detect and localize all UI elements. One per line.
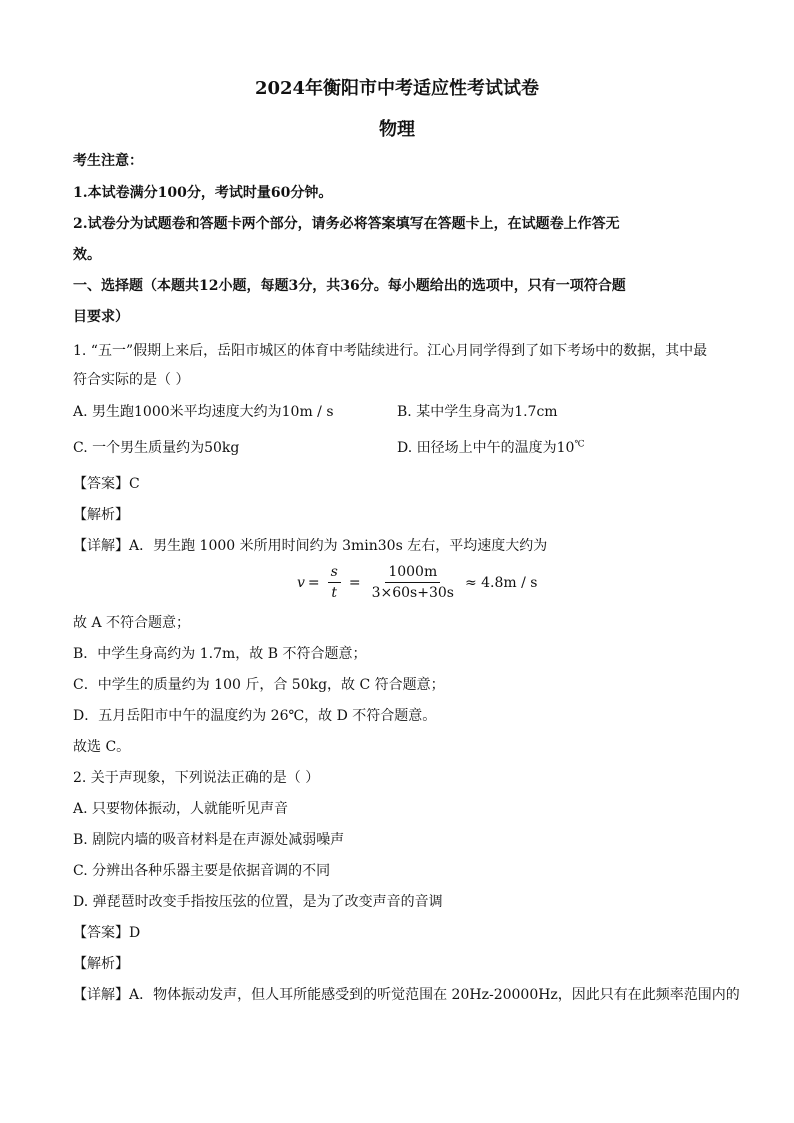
formula-frac1-denominator: t (331, 585, 338, 601)
q1-line-d: D．五月岳阳市中午的温度约为 26℃，故 D 不符合题意。 (73, 708, 437, 724)
q1-option-d (397, 437, 585, 457)
q2-answer: 【答案】D (73, 925, 141, 941)
q2-detail-text: A．物体振动发声，但人耳所能感受到的听觉范围在 20Hz-20000Hz，因此只有在此频率范围内的 (129, 987, 740, 1003)
q1-detail-text: A．男生跑 1000 米所用时间约为 3min30s 左右，平均速度大约为 (129, 538, 548, 554)
formula-equals-2: = (348, 574, 361, 591)
q2-analysis-label: 【解析】 (73, 956, 129, 972)
q1-option-a: A. 男生跑1000米平均速度大约为10m / s (73, 404, 334, 420)
formula-frac2-denominator: 3×60s+30s (371, 585, 454, 601)
q1-line-b: B．中学生身高约为 1.7m，故 B 不符合题意； (73, 646, 367, 662)
formula-fraction-1 (328, 564, 341, 601)
q1-analysis-label: 【解析】 (73, 507, 129, 523)
notice-item-1: 1.本试卷满分100分，考试时量60分钟。 (73, 185, 333, 201)
q1-stem-line-2: 符合实际的是（ ） (73, 372, 190, 388)
q1-line-c: C．中学生的质量约为 100 斤，合 50kg，故 C 符合题意； (73, 677, 445, 693)
q2-option-c: C. 分辨出各种乐器主要是依据音调的不同 (73, 863, 331, 879)
speed-formula (297, 564, 537, 601)
notice-item-2-line-2: 效。 (73, 247, 101, 263)
q1-detail-prefix: 【详解】 (73, 538, 129, 554)
section-heading-line-2: 目要求） (73, 309, 129, 325)
formula-frac2-numerator: 1000m (385, 564, 440, 583)
q1-answer: 【答案】C (73, 476, 140, 492)
exam-title: 2024年衡阳市中考适应性考试试卷 (254, 78, 540, 99)
q1-detail-line-1 (73, 535, 547, 555)
notice-item-2-line-1: 2.试卷分为试题卷和答题卡两个部分，请务必将答案填写在答题卡上，在试题卷上作答无 (73, 216, 620, 232)
formula-result: ≈ 4.8m / s (464, 574, 538, 591)
q2-option-a: A. 只要物体振动，人就能听见声音 (73, 801, 289, 817)
formula-equals-1: = (307, 574, 320, 591)
notice-heading: 考生注意： (73, 153, 143, 169)
q1-option-b: B. 某中学生身高为1.7cm (397, 404, 558, 420)
formula-frac1-numerator: s (328, 564, 341, 583)
q2-detail-line-1 (73, 984, 740, 1004)
q1-option-d-text: D. 田径场上中午的温度为10 (397, 440, 575, 456)
q2-option-b: B. 剧院内墙的吸音材料是在声源处减弱噪声 (73, 832, 345, 848)
q2-option-d: D. 弹琵琶时改变手指按压弦的位置，是为了改变声音的音调 (73, 894, 443, 910)
q1-choice: 故选 C。 (73, 739, 131, 755)
q1-option-c: C. 一个男生质量约为50kg (73, 440, 240, 456)
formula-lhs: v (297, 574, 305, 591)
q1-stem-line-1: 1. “五一”假期上来后，岳阳市城区的体育中考陆续进行。江心月同学得到了如下考场中的数据，其中最 (73, 343, 708, 359)
q2-stem: 2. 关于声现象，下列说法正确的是（ ） (73, 770, 320, 786)
q1-option-d-unit: ℃ (574, 439, 585, 450)
subject-title: 物理 (379, 119, 415, 140)
q1-line-a-conclusion: 故 A 不符合题意； (73, 615, 191, 631)
section-heading-line-1: 一、选择题（本题共12小题，每题3分，共36分。每小题给出的选项中，只有一项符合题 (73, 278, 626, 294)
formula-fraction-2 (369, 564, 457, 601)
q2-detail-prefix: 【详解】 (73, 987, 129, 1003)
